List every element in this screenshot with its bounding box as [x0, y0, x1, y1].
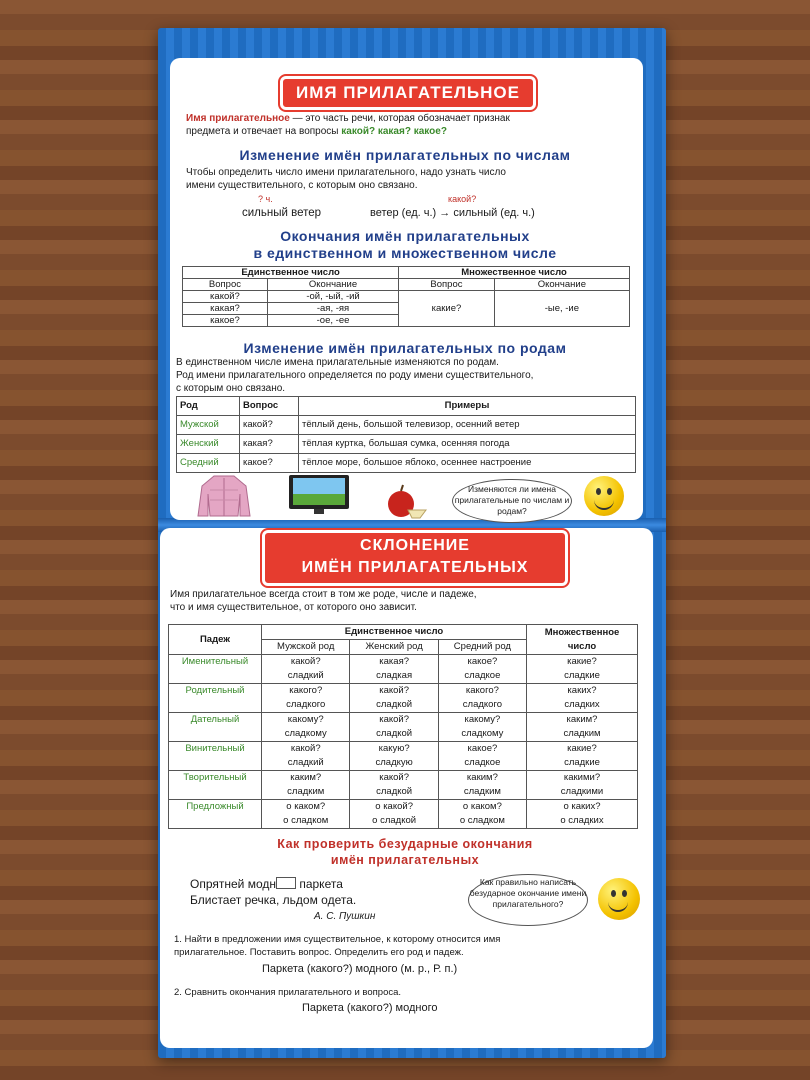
page-title: ИМЯ ПРИЛАГАТЕЛЬНОЕ	[280, 76, 536, 110]
cell-form-p	[527, 800, 638, 829]
form-text: сладким	[287, 786, 325, 797]
cell-case: Винительный	[169, 742, 262, 771]
table-row	[169, 742, 638, 771]
form-text: какой?	[379, 772, 410, 783]
heading-line: имён прилагательных	[330, 853, 480, 867]
page-title	[262, 530, 568, 586]
table-row	[169, 655, 638, 684]
form-text: сладкими	[560, 786, 604, 797]
smiley-icon	[598, 878, 640, 920]
cell-plural-ending: -ые, -ие	[494, 291, 629, 327]
cell-question: какое?	[183, 315, 268, 327]
text-line: имени существительного, с которым оно связано.	[186, 180, 418, 191]
cell-form-n	[438, 655, 526, 684]
cell-case: Родительный	[169, 684, 262, 713]
text-line: В единственном числе имена прилагательные изменяются по родам.	[176, 357, 499, 368]
cell-question: какой?	[240, 416, 299, 435]
heading-gender: Изменение имён прилагательных по родам	[243, 340, 567, 356]
cell-form-n	[438, 771, 526, 800]
cell-form-m	[262, 771, 350, 800]
cell-form-f	[350, 771, 438, 800]
form-text: какой?	[290, 656, 321, 667]
table-row	[169, 771, 638, 800]
col-question: Вопрос	[399, 279, 495, 291]
poem-line: Блистает речка, льдом одета.	[190, 893, 357, 907]
example-analysis	[370, 207, 535, 220]
cell-form-p	[527, 771, 638, 800]
form-text: каким?	[566, 714, 598, 725]
heading-check	[180, 836, 630, 868]
example-adj: сильный (ед. ч.)	[453, 207, 535, 219]
col-gender: Род	[177, 397, 240, 416]
heading-line: Окончания имён прилагательных	[280, 228, 530, 244]
eye	[611, 890, 616, 897]
questions: какой? какая? какое?	[341, 126, 447, 137]
cell-form-f	[350, 713, 438, 742]
speech-bubble: Как правильно написать безударное окончание имени прилагательного?	[468, 874, 588, 926]
form-text: сладкой	[376, 728, 413, 739]
declension-body	[169, 655, 638, 829]
form-text: сладкой	[376, 786, 413, 797]
gender-text	[176, 356, 636, 395]
endings-table	[182, 266, 630, 327]
form-text: какое?	[467, 656, 498, 667]
form-text: какие?	[567, 656, 597, 667]
cell-question: какой?	[183, 291, 268, 303]
form-text: о какой?	[375, 801, 413, 812]
speech-bubble: Изменяются ли имена прилагательные по числам и родам?	[452, 479, 572, 523]
form-text: о сладком	[283, 815, 329, 826]
col-plural: Множественное число	[527, 625, 638, 655]
col-masculine: Мужской род	[262, 640, 350, 655]
term: Имя прилагательное	[186, 113, 290, 124]
form-text: сладкую	[375, 757, 413, 768]
form-text: каких?	[567, 685, 597, 696]
cell-form-f	[350, 742, 438, 771]
form-text: какого?	[289, 685, 323, 696]
form-text: сладкое	[464, 757, 501, 768]
apple-illustration	[386, 484, 428, 520]
form-text: какого?	[465, 685, 499, 696]
form-text: какую?	[378, 743, 410, 754]
heading-endings	[180, 228, 630, 262]
col-question: Вопрос	[240, 397, 299, 416]
cell-form-p	[527, 655, 638, 684]
col-singular: Единственное число	[183, 267, 399, 279]
form-text: какими?	[563, 772, 601, 783]
cell-form-n	[438, 713, 526, 742]
cell-case: Именительный	[169, 655, 262, 684]
text-line: Род имени прилагательного определяется по роду имени существительного,	[176, 370, 534, 381]
form-text: сладкому	[284, 728, 327, 739]
form-text: сладкого	[286, 699, 326, 710]
col-question: Вопрос	[183, 279, 268, 291]
cell-gender: Мужской	[177, 416, 240, 435]
cell-examples: тёплый день, большой телевизор, осенний ветер	[299, 416, 636, 435]
text-line: прилагательное. Поставить вопрос. Определить его род и падеж.	[174, 947, 464, 958]
poem-line: Опрятней модн	[190, 877, 276, 891]
col-examples: Примеры	[299, 397, 636, 416]
form-text: о сладких	[560, 815, 604, 826]
text-line: 1. Найти в предложении имя существительное, к которому относится имя	[174, 934, 501, 945]
form-text: сладкий	[287, 757, 324, 768]
cell-gender: Средний	[177, 454, 240, 473]
text-line: с которым оно связано.	[176, 383, 286, 394]
poem-author: А. С. Пушкин	[314, 911, 376, 922]
form-text: о сладкой	[372, 815, 417, 826]
poem	[190, 876, 356, 908]
form-text: какие?	[567, 743, 597, 754]
intro-part: предмета и отвечает на вопросы	[186, 126, 342, 137]
table-row	[169, 800, 638, 829]
cell-form-p	[527, 684, 638, 713]
example-noun: ветер (ед. ч.)	[370, 207, 437, 219]
declension-table	[168, 624, 638, 829]
col-plural: Множественное число	[399, 267, 630, 279]
form-text: о каких?	[563, 801, 601, 812]
cell-case: Предложный	[169, 800, 262, 829]
text-line: что и имя существительное, от которого оно зависит.	[170, 602, 417, 613]
cell-question: какое?	[240, 454, 299, 473]
cell-ending: -ая, -яя	[267, 303, 398, 315]
form-text: сладким	[463, 786, 501, 797]
form-text: какой?	[290, 743, 321, 754]
cell-question: какая?	[240, 435, 299, 454]
jacket-illustration	[196, 472, 252, 518]
label-question: какой?	[448, 194, 477, 204]
form-text: сладкого	[462, 699, 502, 710]
form-text: сладкой	[376, 699, 413, 710]
eye	[622, 890, 627, 897]
form-text: о каком?	[462, 801, 502, 812]
col-ending: Окончание	[267, 279, 398, 291]
blank-box	[276, 877, 296, 889]
cell-form-m	[262, 684, 350, 713]
cell-form-m	[262, 655, 350, 684]
form-text: сладкое	[464, 670, 501, 681]
form-text: каким?	[466, 772, 498, 783]
col-ending: Окончание	[494, 279, 629, 291]
cell-form-f	[350, 800, 438, 829]
cell-form-n	[438, 800, 526, 829]
cell-examples: тёплое море, большое яблоко, осеннее настроение	[299, 454, 636, 473]
cell-form-f	[350, 655, 438, 684]
form-text: какая?	[379, 656, 409, 667]
step-1-example: Паркета (какого?) модного (м. р., Р. п.)	[262, 963, 458, 975]
heading-line: в единственном и множественном числе	[253, 245, 557, 261]
mouth	[608, 900, 628, 912]
arrow-icon: →	[439, 207, 451, 219]
form-text: сладкая	[376, 670, 413, 681]
form-text: сладкие	[564, 670, 600, 681]
cell-question: какая?	[183, 303, 268, 315]
cell-form-f	[350, 684, 438, 713]
mouth	[594, 498, 614, 510]
form-text: какой?	[379, 714, 410, 725]
cell-plural-question: какие?	[399, 291, 495, 327]
eye	[596, 488, 601, 495]
form-text: какой?	[379, 685, 410, 696]
label-number: ? ч.	[258, 194, 273, 204]
text-line: Имя прилагательное всегда стоит в том же роде, числе и падеже,	[170, 589, 477, 600]
heading-numbers: Изменение имён прилагательных по числам	[239, 147, 571, 163]
cell-ending: -ое, -ее	[267, 315, 398, 327]
poem-line: паркета	[296, 877, 343, 891]
form-text: сладкий	[287, 670, 324, 681]
tv-illustration	[288, 474, 350, 516]
col-feminine: Женский род	[350, 640, 438, 655]
cell-ending: -ой, -ый, -ий	[267, 291, 398, 303]
form-text: о каком?	[286, 801, 326, 812]
example-phrase: сильный ветер	[242, 207, 322, 219]
cell-form-p	[527, 713, 638, 742]
intro-part: — это часть речи, которая обозначает признак	[289, 113, 510, 124]
intro-text	[186, 112, 626, 138]
step-2-example: Паркета (какого?) модного	[302, 1002, 438, 1014]
step-2: 2. Сравнить окончания прилагательного и вопроса.	[174, 987, 402, 998]
form-text: каким?	[290, 772, 322, 783]
cell-case: Творительный	[169, 771, 262, 800]
title-line: СКЛОНЕНИЕ	[360, 537, 470, 554]
form-text: сладкие	[564, 757, 600, 768]
form-text: сладким	[563, 728, 601, 739]
form-text: сладкому	[461, 728, 504, 739]
form-text: какому?	[287, 714, 324, 725]
table-row	[169, 684, 638, 713]
heading-line: Как проверить безударные окончания	[277, 837, 533, 851]
text-line: Чтобы определить число имени прилагательного, надо узнать число	[186, 167, 506, 178]
intro-text	[170, 588, 630, 614]
cell-form-m	[262, 742, 350, 771]
cell-form-m	[262, 713, 350, 742]
cell-examples: тёплая куртка, большая сумка, осенняя погода	[299, 435, 636, 454]
cell-form-n	[438, 684, 526, 713]
step-1	[174, 933, 634, 959]
cell-form-n	[438, 742, 526, 771]
col-case: Падеж	[169, 625, 262, 655]
col-singular: Единственное число	[262, 625, 527, 640]
numbers-text	[186, 166, 626, 192]
eye	[607, 488, 612, 495]
cell-form-m	[262, 800, 350, 829]
cell-form-p	[527, 742, 638, 771]
form-text: сладких	[564, 699, 600, 710]
table-row	[169, 713, 638, 742]
gender-table	[176, 396, 636, 473]
col-neuter: Средний род	[438, 640, 526, 655]
form-text: какому?	[464, 714, 501, 725]
form-text: о сладком	[459, 815, 505, 826]
cell-gender: Женский	[177, 435, 240, 454]
form-text: какое?	[467, 743, 498, 754]
title-line: ИМЁН ПРИЛАГАТЕЛЬНЫХ	[301, 559, 529, 576]
cell-case: Дательный	[169, 713, 262, 742]
smiley-icon	[584, 476, 624, 516]
